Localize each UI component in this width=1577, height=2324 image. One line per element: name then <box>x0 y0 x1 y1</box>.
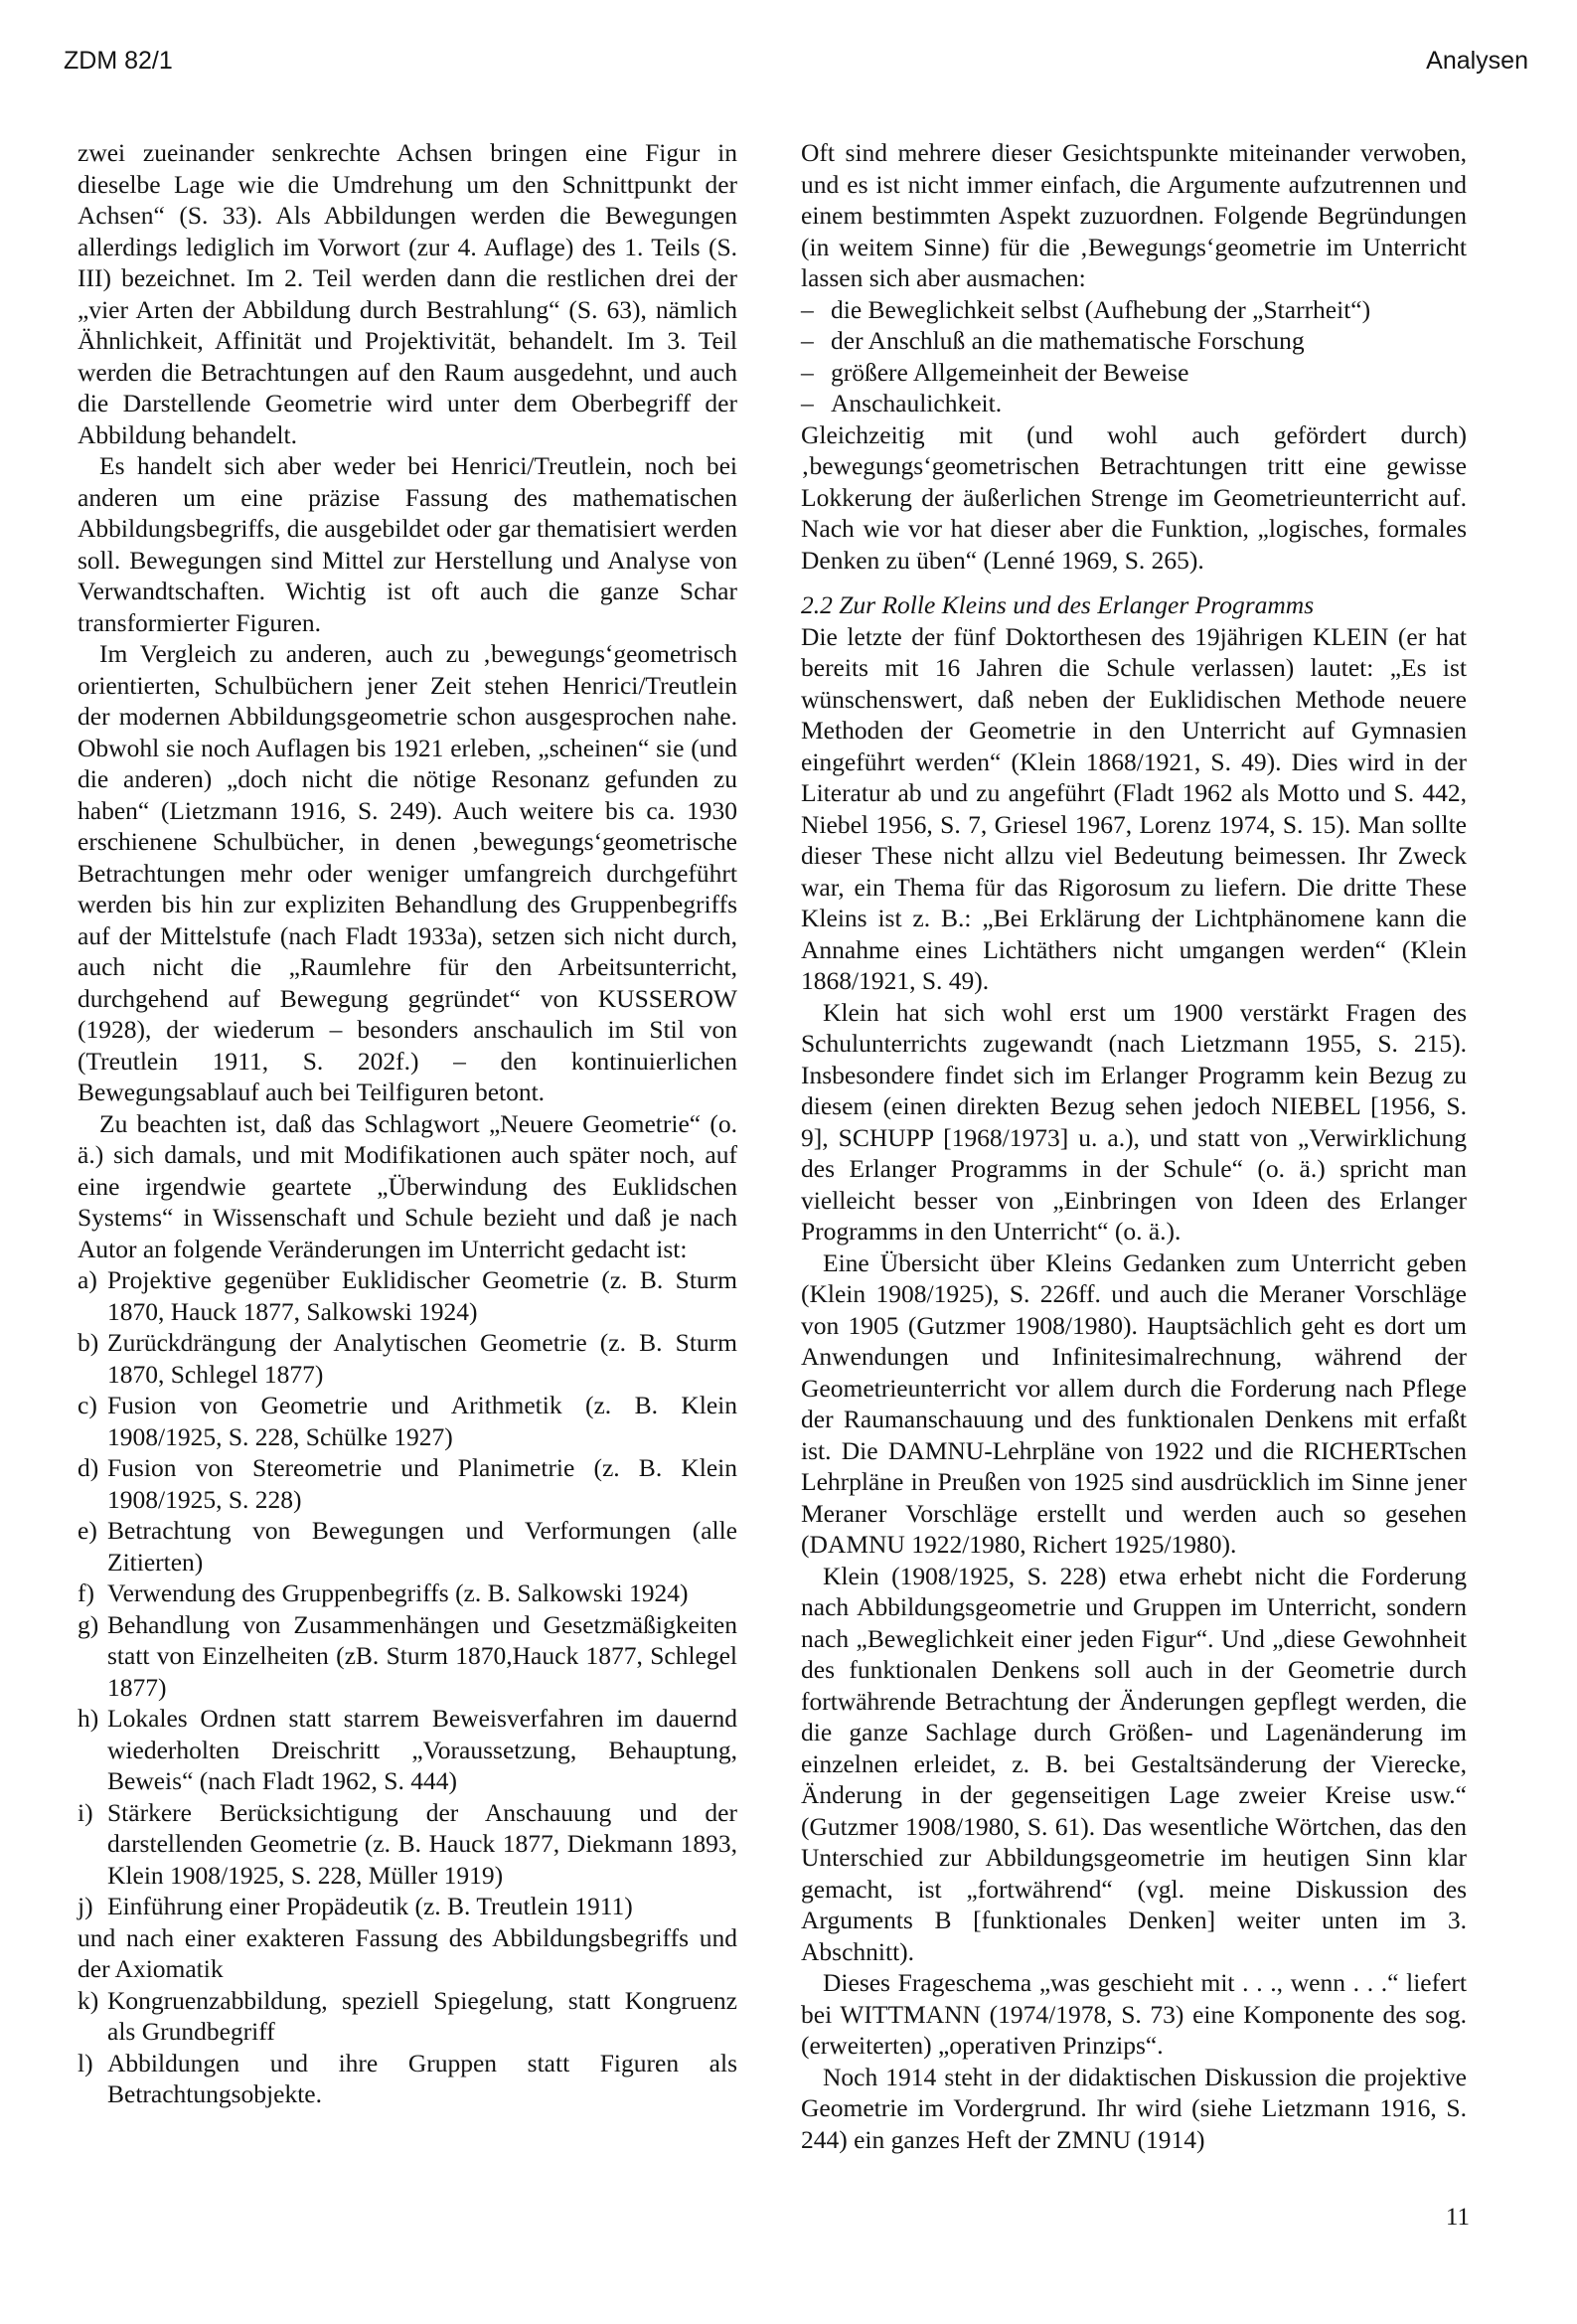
list-text: Behandlung von Zusammenhängen und Gesetzmäßigkeiten statt von Einzelheiten (zB. Sturm 1870,Hauck 1877, Schlegel 1877) <box>107 1609 737 1702</box>
dash-text: Anschaulichkeit. <box>831 389 1003 417</box>
list-text: Verwendung des Gruppenbegriffs (z. B. Salkowski 1924) <box>107 1578 689 1607</box>
dash-item: – Anschaulichkeit. <box>801 388 1467 419</box>
list-label: j) <box>78 1892 93 1920</box>
list-label: d) <box>78 1453 99 1482</box>
list-item <box>78 1703 737 1797</box>
paragraph: Klein (1908/1925, S. 228) etwa erhebt nicht die Forderung nach Abbildungsgeometrie und Gruppen im Unterricht, sondern nach „Beweglichkeit einer jeden Figur“. Und „diese Gewohnheit des funktionalen Denkens soll auch in der Geometrie durch fortwährende Betrachtung der Änderungen gepflegt werden, die die ganze Sachlage durch Größen- und Lagenänderung im einzelnen erleidet, z. B. bei Gestaltsänderung der Vierecke, Änderung in der gegenseitigen Lage zweier Kreise usw.“ (Gutzmer 1908/1980, S. 61). Das wesentliche Wörtchen, das den Unterschied zur Abbildungsgeometrie im heutigen Sinn klar gemacht, ist „fortwährend“ (vgl. meine Diskussion des Arguments B [funktionales Denken] weiter unten im 3. Abschnitt). <box>801 1561 1467 1966</box>
list-item <box>78 1609 737 1704</box>
paragraph: Zu beachten ist, daß das Schlagwort „Neuere Geometrie“ (o. ä.) sich damals, und mit Modifikationen auch später noch, auf eine irgendwie geartete „Überwindung des Euklidschen Systems“ in Wissenschaft und Schule bezieht und daß je nach Autor an folgende Veränderungen im Unterricht gedacht ist: <box>78 1108 737 1263</box>
paragraph: Oft sind mehrere dieser Gesichtspunkte miteinander verwoben, und es ist nicht immer einfach, die Argumente aufzutrennen und einem bestimmten Aspekt zuzuordnen. Folgende Begründungen (in weitem Sinne) für die ‚Bewegungs‘geometrie im Unterricht lassen sich aber ausmachen: <box>801 138 1467 292</box>
list-item <box>78 1985 737 2048</box>
section-heading: 2.2 Zur Rolle Kleins und des Erlanger Programms <box>801 590 1315 619</box>
journal-issue: ZDM 82/1 <box>64 47 173 75</box>
paragraph: Es handelt sich aber weder bei Henrici/Treutlein, noch bei anderen um eine präzise Fassung des mathematischen Abbildungsbegriffs, die ausgebildet oder gar thematisiert werden soll. Bewegungen sind Mittel zur Herstellung und Analyse von Verwandtschaften. Wichtig ist oft auch die ganze Schar transformierter Figuren. <box>78 451 737 637</box>
left-column <box>78 137 737 2110</box>
list-text: Zurückdrängung der Analytischen Geometrie (z. B. Sturm 1870, Schlegel 1877) <box>107 1328 737 1389</box>
list-label: f) <box>78 1578 94 1607</box>
list-label: h) <box>78 1704 99 1733</box>
list-text: Abbildungen und ihre Gruppen statt Figuren als Betrachtungsobjekte. <box>107 2048 737 2108</box>
list-item <box>78 1797 737 1892</box>
list-label: l) <box>78 2048 93 2077</box>
paragraph: Eine Übersicht über Kleins Gedanken zum Unterricht geben (Klein 1908/1925), S. 226ff. und auch die Meraner Vorschläge von 1905 (Gutzmer 1908/1980). Hauptsächlich geht es dort um Anwendungen und Infinitesimalrechnung, während der Geometrieunterricht vor allem durch die Forderung nach Pflege der Raumanschauung und des funktionalen Denkens mit erfaßt ist. Die DAMNU-Lehrpläne von 1922 und die RICHERTschen Lehrpläne in Preußen von 1925 sind ausdrücklich im Sinne jener Meraner Vorschläge erstellt und werden auch so gesehen (DAMNU 1922/1980, Richert 1925/1980). <box>801 1247 1467 1559</box>
section-title: Analysen <box>1426 47 1528 75</box>
list-text: Fusion von Geometrie und Arithmetik (z. B. Klein 1908/1925, S. 228, Schülke 1927) <box>107 1391 737 1451</box>
list-text: Betrachtung von Bewegungen und Verformungen (alle Zitierten) <box>107 1516 737 1577</box>
list-label: i) <box>78 1797 93 1827</box>
paragraph: Noch 1914 steht in der didaktischen Diskussion die projektive Geometrie im Vordergrund. Ihr wird (siehe Lietzmann 1916, S. 244) ein ganzes Heft der ZMNU (1914) <box>801 2062 1467 2154</box>
list-item <box>78 1577 737 1609</box>
dash-text: der Anschluß an die mathematische Forschung <box>831 326 1305 355</box>
list-item <box>78 1264 737 1327</box>
dash-text: größere Allgemeinheit der Beweise <box>831 357 1189 387</box>
dash-text: die Beweglichkeit selbst (Aufhebung der „Starrheit“) <box>831 294 1371 324</box>
paragraph: Gleichzeitig mit (und wohl auch gefördert durch) ‚bewegungs‘geometrischen Betrachtungen tritt eine gewisse Lokkerung der äußerlichen Strenge im Geometrieunterricht auf. Nach wie vor hat dieser aber die Funktion, „logisches, formales Denken zu üben“ (Lenné 1969, S. 265). <box>801 419 1467 575</box>
list-label: c) <box>78 1391 97 1419</box>
list-text: Kongruenzabbildung, speziell Spiegelung, statt Kongruenz als Grundbegriff <box>107 1985 737 2046</box>
list-item <box>78 1891 737 1922</box>
list-item <box>78 1515 737 1577</box>
list-text: Fusion von Stereometrie und Planimetrie (z. B. Klein 1908/1925, S. 228) <box>107 1453 737 1514</box>
list-item <box>78 1327 737 1390</box>
list-item <box>78 2048 737 2110</box>
right-column <box>801 137 1467 2155</box>
paragraph: Die letzte der fünf Doktorthesen des 19jährigen KLEIN (er hat bereits mit 16 Jahren die Schule verlassen) lautet: „Es ist wünschenswert, daß neben der Euklidischen Methode neuere Methoden der Geometrie in den Unterricht auf Gymnasien eingeführt werden“ (Klein 1868/1921, S. 49). Dies wird in der Literatur ab und zu angeführt (Fladt 1962 als Motto und S. 442, Niebel 1956, S. 7, Griesel 1967, Lorenz 1974, S. 15). Man sollte dieser These nicht allzu viel Bedeutung beimessen. Ihr Zweck war, ein Thema für das Rigorosum zu liefern. Die dritte These Kleins ist z. B.: „Bei Erklärung der Lichtphänomene kann die Annahme eines Lichtäthers nicht umgangen werden“ (Klein 1868/1921, S. 49). <box>801 621 1467 995</box>
paragraph: Dieses Frageschema „was geschieht mit . . ., wenn . . .“ liefert bei WITTMANN (1974/1978, S. 73) eine Komponente des sog. (erweiterten) „operativen Prinzips“. <box>801 1968 1467 2060</box>
list-label: a) <box>78 1265 97 1294</box>
paragraph: Im Vergleich zu anderen, auch zu ‚bewegungs‘geometrisch orientierten, Schulbüchern jener Zeit stehen Henrici/Treutlein der modernen Abbildungsgeometrie schon ausgesprochen nahe. Obwohl sie noch Auflagen bis 1921 erleben, „scheinen“ sie (und die anderen) „doch nicht die nötige Resonanz gefunden zu haben“ (Lietzmann 1916, S. 249). Auch weitere bis ca. 1930 erschienene Schulbücher, in denen ‚bewegungs‘geometrische Betrachtungen mehr oder weniger umfangreich durchgeführt werden bis hin zur expliziten Behandlung des Gruppenbegriffs auf der Mittelstufe (nach Fladt 1933a), setzen sich nicht durch, auch nicht die „Raumlehre für den Arbeitsunterricht, durchgehend auf Bewegung gegründet“ von KUSSEROW (1928), der wiederum – besonders anschaulich im Stil von (Treutlein 1911, S. 202f.) – den kontinuierlichen Bewegungsablauf auch bei Teilfiguren betont. <box>78 639 737 1106</box>
paragraph: zwei zueinander senkrechte Achsen bringen eine Figur in dieselbe Lage wie die Umdrehung um den Schnittpunkt der Achsen“ (S. 33). Als Abbildungen werden die Bewegungen allerdings lediglich im Vorwort (zur 4. Auflage) des 1. Teils (S. III) bezeichnet. Im 2. Teil werden dann die restlichen drei der „vier Arten der Abbildung durch Bestrahlung“ (S. 63), nämlich Ähnlichkeit, Affinität und Projektivität, behandelt. Im 3. Teil werden die Betrachtungen auf den Raum ausgedehnt, und auch die Darstellende Geometrie wird unter dem Oberbegriff der Abbildung behandelt. <box>78 138 737 449</box>
list-text: Projektive gegenüber Euklidischer Geometrie (z. B. Sturm 1870, Hauck 1877, Salkowski 1924) <box>107 1265 737 1326</box>
list-label: g) <box>78 1609 99 1639</box>
list-label: k) <box>78 1985 99 2015</box>
list-label: b) <box>78 1328 99 1357</box>
page-number: 11 <box>1445 2204 1470 2231</box>
list-text: Stärkere Berücksichtigung der Anschauung und der darstellenden Geometrie (z. B. Hauck 1877, Diekmann 1893, Klein 1908/1925, S. 228, Müller 1919) <box>107 1797 737 1890</box>
list-label: e) <box>78 1516 97 1545</box>
dash-item: – der Anschluß an die mathematische Forschung <box>801 325 1467 357</box>
list-text: Einführung einer Propädeutik (z. B. Treutlein 1911) <box>107 1892 633 1920</box>
list-item <box>78 1390 737 1452</box>
list-note: und nach einer exakteren Fassung des Abbildungsbegriffs und der Axiomatik <box>78 1922 737 1983</box>
paragraph: Klein hat sich wohl erst um 1900 verstärkt Fragen des Schulunterrichts zugewandt (nach Lietzmann 1955, S. 215). Insbesondere findet sich im Erlanger Programm kein Bezug zu diesem (einen direkten Bezug sehen jedoch NIEBEL [1956, S. 9], SCHUPP [1968/1973] u. a.), und statt von „Verwirklichung des Erlanger Programms in der Schule“ (o. ä.) spricht man vielleicht besser von „Einbringen von Ideen des Erlanger Programms in den Unterricht“ (o. ä.). <box>801 997 1467 1245</box>
list-text: Lokales Ordnen statt starrem Beweisverfahren im dauernd wiederholten Dreischritt „Voraussetzung, Behauptung, Beweis“ (nach Fladt 1962, S. 444) <box>107 1704 737 1795</box>
dash-item: – die Beweglichkeit selbst (Aufhebung der „Starrheit“) <box>801 294 1467 326</box>
list-item <box>78 1452 737 1515</box>
dash-item: – größere Allgemeinheit der Beweise <box>801 357 1467 389</box>
